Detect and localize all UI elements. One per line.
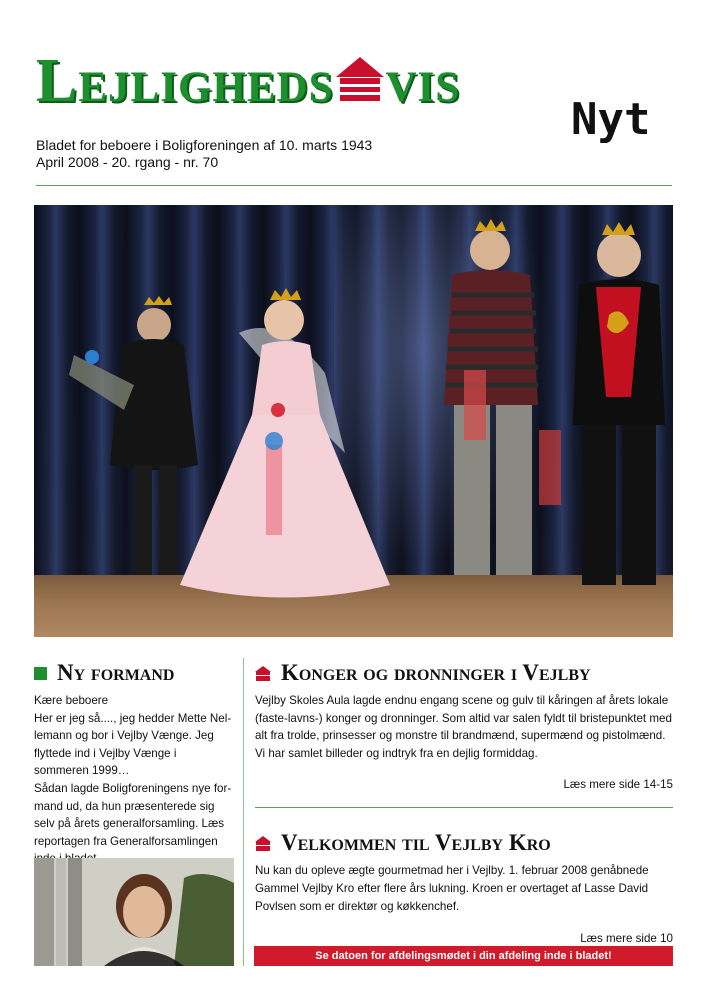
article-2-paragraph: Nu kan du opleve ægte gourmetmad her i Vejlby. 1. februar 2008 genåbnede Gammel Vejlby Kro efter flere års lukning. Kroen er overtaget af Lasse David Povlsen som er direktør og køkkenchef. — [255, 864, 649, 913]
article-1-paragraph: Vejlby Skoles Aula lagde endnu engang scene og gulv til kåringen af årets lokale (faste-lavns-) konger og dronninger. Som altid var salen fyldt til bristepunktet med alt fra trolde, prinsesser og monstre til brandmænd, supermænd og pistolmænd. — [255, 694, 672, 743]
article-1-headline-text: Konger og dronninger i Vejlby — [281, 660, 591, 685]
article-2-headline — [255, 830, 673, 856]
logo-nyt: Nyt — [571, 94, 651, 145]
kid-4 — [539, 222, 665, 585]
right-column — [255, 660, 673, 945]
article-1-readmore: Læs mere side 14-15 — [563, 778, 673, 792]
column-divider — [243, 658, 244, 966]
house-bullet-icon — [255, 666, 271, 681]
article-2-readmore: Læs mere side 10 — [580, 932, 673, 946]
kid-3 — [444, 219, 538, 575]
tagline-line-1: Bladet for beboere i Boligforeningen af 10. marts 1943 — [36, 137, 373, 153]
logo-title-left: Lejligheds — [36, 47, 334, 115]
article-divider — [255, 807, 673, 808]
tagline — [36, 137, 372, 171]
left-paragraph: Her er jeg så...., jeg hedder Mette Nel-lemann og bor i Vejlby Vænge. Jeg flyttede ind i Vejlby Vænge i sommeren 1999… — [34, 711, 232, 778]
left-headline-text: Ny formand — [57, 660, 175, 685]
left-paragraph: Kære beboere — [34, 694, 109, 707]
logo-title — [36, 47, 461, 115]
left-article-body — [34, 692, 234, 868]
left-column — [34, 660, 234, 868]
notice-banner: Se datoen for afdelingsmødet i din afdeling inde i bladet! — [254, 946, 673, 966]
green-square-icon — [34, 667, 47, 680]
tagline-line-2: April 2008 - 20. rgang - nr. 70 — [36, 154, 219, 170]
article-1-body — [255, 692, 673, 762]
logo-title-right: vis — [385, 47, 461, 115]
left-headline — [34, 660, 234, 686]
kid-2 — [180, 288, 390, 598]
kid-1 — [69, 296, 198, 575]
cover-photo — [34, 205, 673, 637]
house-logo-icon — [336, 57, 384, 103]
children-in-costumes-illustration — [34, 205, 673, 637]
portrait-illustration — [34, 858, 234, 966]
masthead-divider — [36, 185, 672, 186]
left-paragraph: Sådan lagde Boligforeningens nye for-mand ud, da hun præsenterede sig selv på årets generalforsamling. Læs reportagen fra Generalforsamlingen — [34, 781, 232, 848]
article-2-headline-text: Velkommen til Vejlby Kro — [281, 830, 551, 856]
house-bullet-icon — [255, 836, 271, 851]
article-2-body — [255, 862, 673, 915]
portrait-photo — [34, 858, 234, 966]
article-1-paragraph: Vi har samlet billeder og indtryk fra en dejlig formiddag. — [255, 746, 538, 760]
article-1-headline — [255, 660, 673, 686]
